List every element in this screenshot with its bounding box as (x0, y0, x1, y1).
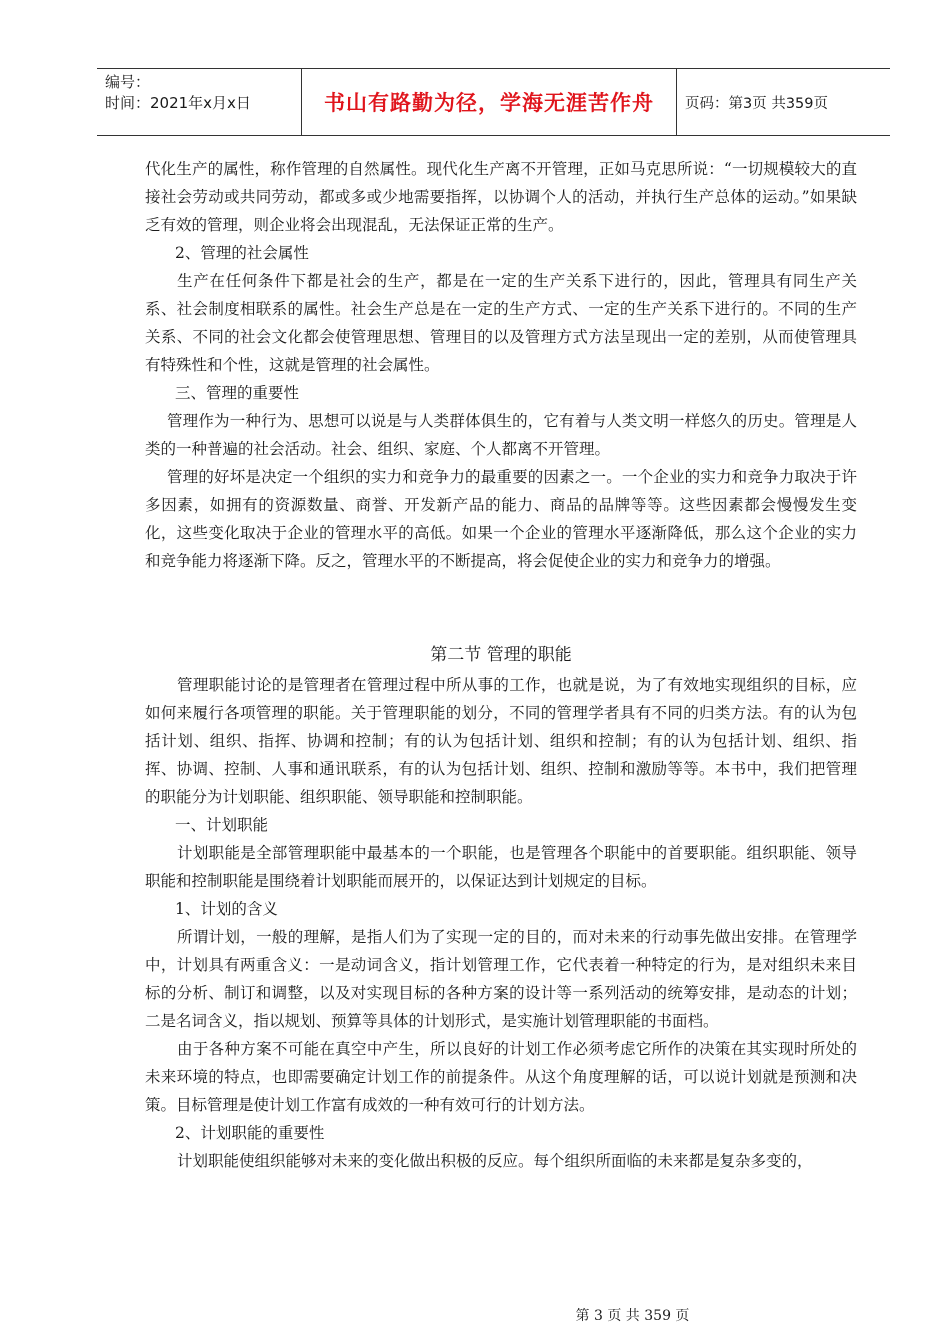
paragraph: 管理的好坏是决定一个组织的实力和竞争力的最重要的因素之一。一个企业的实力和竞争力取决于许多因素，如拥有的资源数量、商誉、开发新产品的能力、商品的品牌等等。这些因素都会慢慢发生变化，这些变化取决于企业的管理水平的高低。如果一个企业的管理水平逐渐降低，那么这个企业的实力和竞争能力将逐渐下降。反之，管理水平的不断提高，将会促使企业的实力和竞争力的增强。 (145, 468, 857, 570)
header-meta (97, 69, 302, 135)
header-motto: 书山有路勤为径，学海无涯苦作舟 (324, 91, 654, 115)
page-footer: 第 3 页 共 359 页 (575, 1308, 690, 1324)
paragraph: 生产在任何条件下都是社会的生产，都是在一定的生产关系下进行的，因此，管理具有同生产关系、社会制度相联系的属性。社会生产总是在一定的生产方式、一定的生产关系下进行的。不同的生产关系、不同的社会文化都会使管理思想、管理目的以及管理方式方法呈现出一定的差别，从而使管理具有特殊性和个性，这就是管理的社会属性。 (145, 272, 857, 374)
header-page-label: 页码：第3页 共359页 (685, 95, 829, 112)
subheading: 2、管理的社会属性 (175, 244, 309, 262)
document-body (145, 155, 857, 1175)
paragraph: 所谓计划，一般的理解，是指人们为了实现一定的目的，而对未来的行动事先做出安排。在管理学中，计划具有两重含义：一是动词含义，指计划管理工作，它代表着一种特定的行为，是对组织未来目标的分析、制订和调整，以及对实现目标的各种方案的设计等一系列活动的统筹安排，是动态的计划；二是名词含义，指以规划、预算等具体的计划形式，是实施计划管理职能的书面档。 (145, 928, 857, 1030)
paragraph: 计划职能是全部管理职能中最基本的一个职能，也是管理各个职能中的首要职能。组织职能、领导职能和控制职能是围绕着计划职能而展开的，以保证达到计划规定的目标。 (145, 844, 857, 890)
paragraph: 由于各种方案不可能在真空中产生，所以良好的计划工作必须考虑它所作的决策在其实现时所处的未来环境的特点，也即需要确定计划工作的前提条件。从这个角度理解的话，可以说计划就是预测和决策。目标管理是使计划工作富有成效的一种有效可行的计划方法。 (145, 1040, 857, 1114)
subheading: 一、计划职能 (175, 816, 269, 834)
subheading: 三、管理的重要性 (175, 384, 300, 402)
doc-time-label: 时间：2021年x月x日 (105, 94, 251, 112)
paragraph: 计划职能使组织能够对未来的变化做出积极的反应。每个组织所面临的未来都是复杂多变的， (177, 1152, 813, 1170)
section-title: 第二节 管理的职能 (430, 645, 572, 665)
paragraph: 管理职能讨论的是管理者在管理过程中所从事的工作，也就是说，为了有效地实现组织的目标，应如何来履行各项管理的职能。关于管理职能的划分，不同的管理学者具有不同的归类方法。有的认为包括计划、组织、指挥、协调和控制；有的认为包括计划、组织和控制；有的认为包括计划、组织、指挥、协调、控制、人事和通讯联系，有的认为包括计划、组织、控制和激励等等。本书中，我们把管理的职能分为计划职能、组织职能、领导职能和控制职能。 (145, 676, 857, 806)
document-header (97, 68, 890, 136)
subheading: 1、计划的含义 (175, 900, 278, 918)
subheading: 2、计划职能的重要性 (175, 1124, 325, 1142)
paragraph: 代化生产的属性，称作管理的自然属性。现代化生产离不开管理，正如马克思所说：“一切规模较大的直接社会劳动或共同劳动，都或多或少地需要指挥，以协调个人的活动，并执行生产总体的运动。”如果缺乏有效的管理，则企业将会出现混乱，无法保证正常的生产。 (145, 160, 857, 234)
paragraph: 管理作为一种行为、思想可以说是与人类群体俱生的，它有着与人类文明一样悠久的历史。管理是人类的一种普遍的社会活动。社会、组织、家庭、个人都离不开管理。 (145, 412, 857, 458)
doc-number-label: 编号： (105, 73, 151, 91)
header-motto-cell (302, 69, 677, 135)
